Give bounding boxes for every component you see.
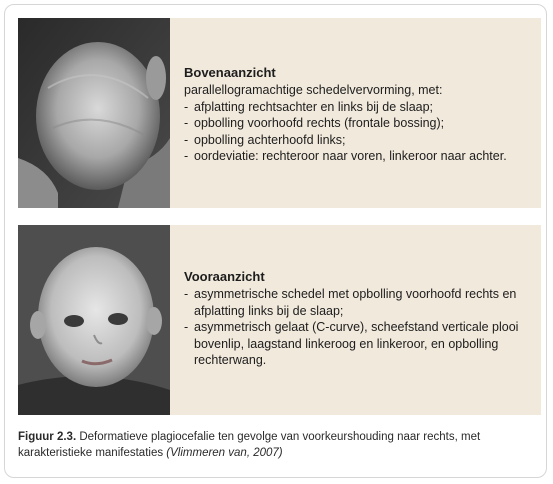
front-view-heading: Vooraanzicht — [184, 269, 265, 284]
caption-text: Deformatieve plagiocefalie ten gevolge van voorkeurshouding naar rechts, met karakteristieke manifestaties — [18, 431, 481, 459]
list-item: - asymmetrisch gelaat (C-curve), scheefstand verticale plooi bovenlip, laagstand linkeroog en linkeroor, en opbolling rechterwang. — [184, 319, 529, 368]
caption-label: Figuur 2.3. — [18, 431, 77, 443]
list-item: - asymmetrische schedel met opbolling voorhoofd rechts en afplatting links bij de slaap; — [184, 286, 529, 319]
top-view-list — [184, 99, 529, 165]
figure-caption — [18, 429, 538, 461]
list-item: - opbolling voorhoofd rechts (frontale bossing); — [184, 115, 529, 131]
top-view-photo — [18, 18, 170, 208]
top-view-text — [184, 65, 529, 164]
top-view-panel — [18, 18, 541, 208]
baby-head-top-view-image — [18, 18, 170, 208]
top-view-intro: parallellogramachtige schedelvervorming, met: — [184, 83, 443, 98]
front-view-photo — [18, 225, 170, 415]
list-item: - afplatting rechtsachter en links bij de slaap; — [184, 99, 529, 115]
caption-citation: (Vlimmeren van, 2007) — [166, 447, 283, 459]
front-view-panel — [18, 225, 541, 415]
list-item: - opbolling achterhoofd links; — [184, 132, 529, 148]
baby-face-front-view-image — [18, 225, 170, 415]
list-item: - oordeviatie: rechteroor naar voren, linkeroor naar achter. — [184, 148, 529, 164]
top-view-heading: Bovenaanzicht — [184, 65, 276, 80]
front-view-text — [184, 269, 529, 368]
front-view-list — [184, 286, 529, 368]
figure-frame — [4, 4, 547, 478]
